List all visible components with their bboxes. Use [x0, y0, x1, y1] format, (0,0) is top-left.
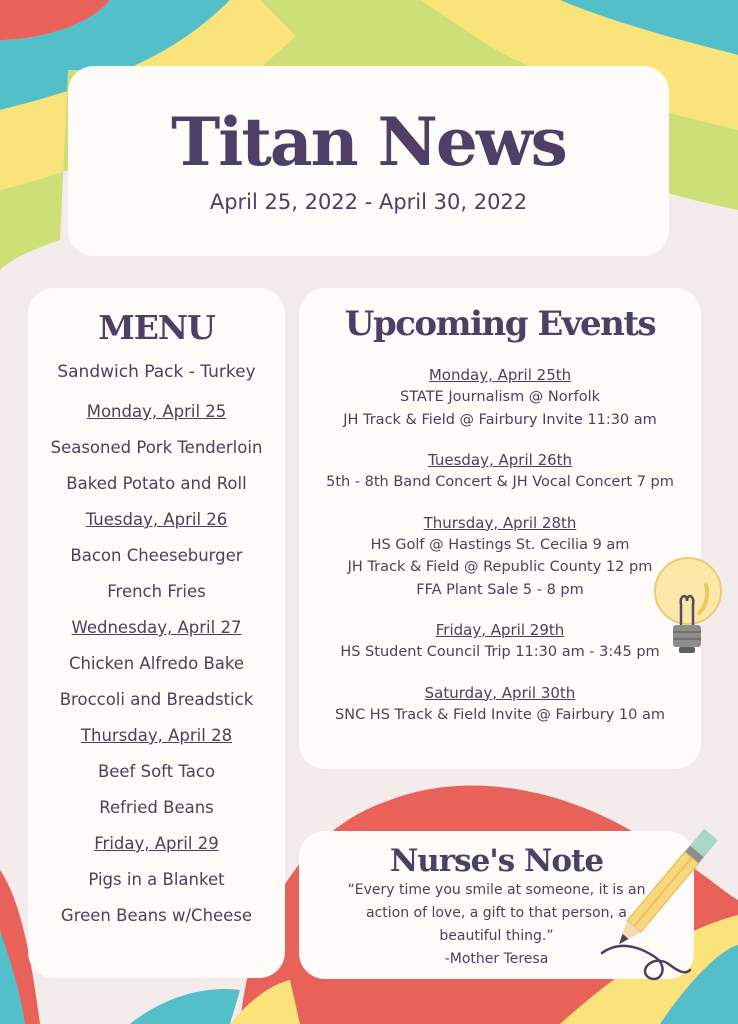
menu-sandwich-pack: Sandwich Pack - Turkey [57, 362, 256, 382]
event-item: JH Track & Field @ Republic County 12 pm [347, 559, 653, 575]
newsletter-title: Titan News [171, 103, 566, 181]
nurse-note-title: Nurse's Note [389, 843, 604, 879]
event-item: SNC HS Track & Field Invite @ Fairbury 10 am [335, 706, 665, 723]
nurse-note-quote: “Every time you smile at someone, it is an action of love, a gift to that person, a beautiful thing.” [347, 882, 646, 944]
menu-day-monday: Monday, April 25 [86, 402, 227, 421]
events-title: Upcoming Events [344, 304, 656, 344]
menu-item: Seasoned Pork Tenderloin [50, 438, 263, 457]
event-day: Tuesday, April 26th [427, 451, 573, 469]
event-item: 5th - 8th Band Concert & JH Vocal Concert 7 pm [326, 474, 674, 490]
header-card [68, 66, 669, 256]
event-item: FFA Plant Sale 5 - 8 pm [416, 581, 584, 598]
event-item: HS Student Council Trip 11:30 am - 3:45 pm [340, 644, 660, 660]
menu-item: Chicken Alfredo Bake [68, 654, 245, 673]
menu-card [28, 288, 285, 978]
event-item: STATE Journalism @ Norfolk [399, 389, 600, 405]
menu-item: Broccoli and Breadstick [59, 690, 254, 709]
event-item: JH Track & Field @ Fairbury Invite 11:30 am [343, 411, 657, 428]
event-day: Monday, April 25th [428, 366, 572, 384]
menu-item: Bacon Cheeseburger [70, 546, 243, 565]
menu-item: Baked Potato and Roll [66, 474, 247, 493]
menu-item: Refried Beans [99, 798, 214, 817]
event-group-monday [299, 364, 701, 431]
date-range: April 25, 2022 - April 30, 2022 [209, 190, 528, 214]
menu-item: Pigs in a Blanket [88, 870, 225, 889]
lightbulb-icon [651, 555, 725, 660]
event-group-saturday [299, 682, 701, 727]
menu-day-wednesday: Wednesday, April 27 [71, 618, 242, 637]
menu-title: MENU [98, 308, 215, 347]
event-day: Thursday, April 28th [423, 513, 577, 532]
menu-item: Green Beans w/Cheese [60, 906, 253, 925]
event-day: Saturday, April 30th [424, 683, 576, 702]
event-group-friday [299, 619, 701, 664]
menu-day-thursday: Thursday, April 28 [80, 726, 233, 745]
events-card [299, 288, 701, 769]
menu-item: French Fries [107, 582, 206, 601]
menu-list [28, 394, 285, 934]
event-day: Friday, April 29th [435, 621, 565, 639]
menu-day-tuesday: Tuesday, April 26 [85, 510, 228, 529]
event-item: HS Golf @ Hastings St. Cecilia 9 am [370, 536, 630, 553]
event-group-tuesday [299, 449, 701, 494]
pencil-icon [600, 825, 738, 1000]
menu-day-friday: Friday, April 29 [94, 834, 219, 853]
menu-item: Beef Soft Taco [97, 762, 216, 781]
nurse-note-author: -Mother Teresa [444, 951, 549, 967]
event-group-thursday [299, 512, 701, 602]
